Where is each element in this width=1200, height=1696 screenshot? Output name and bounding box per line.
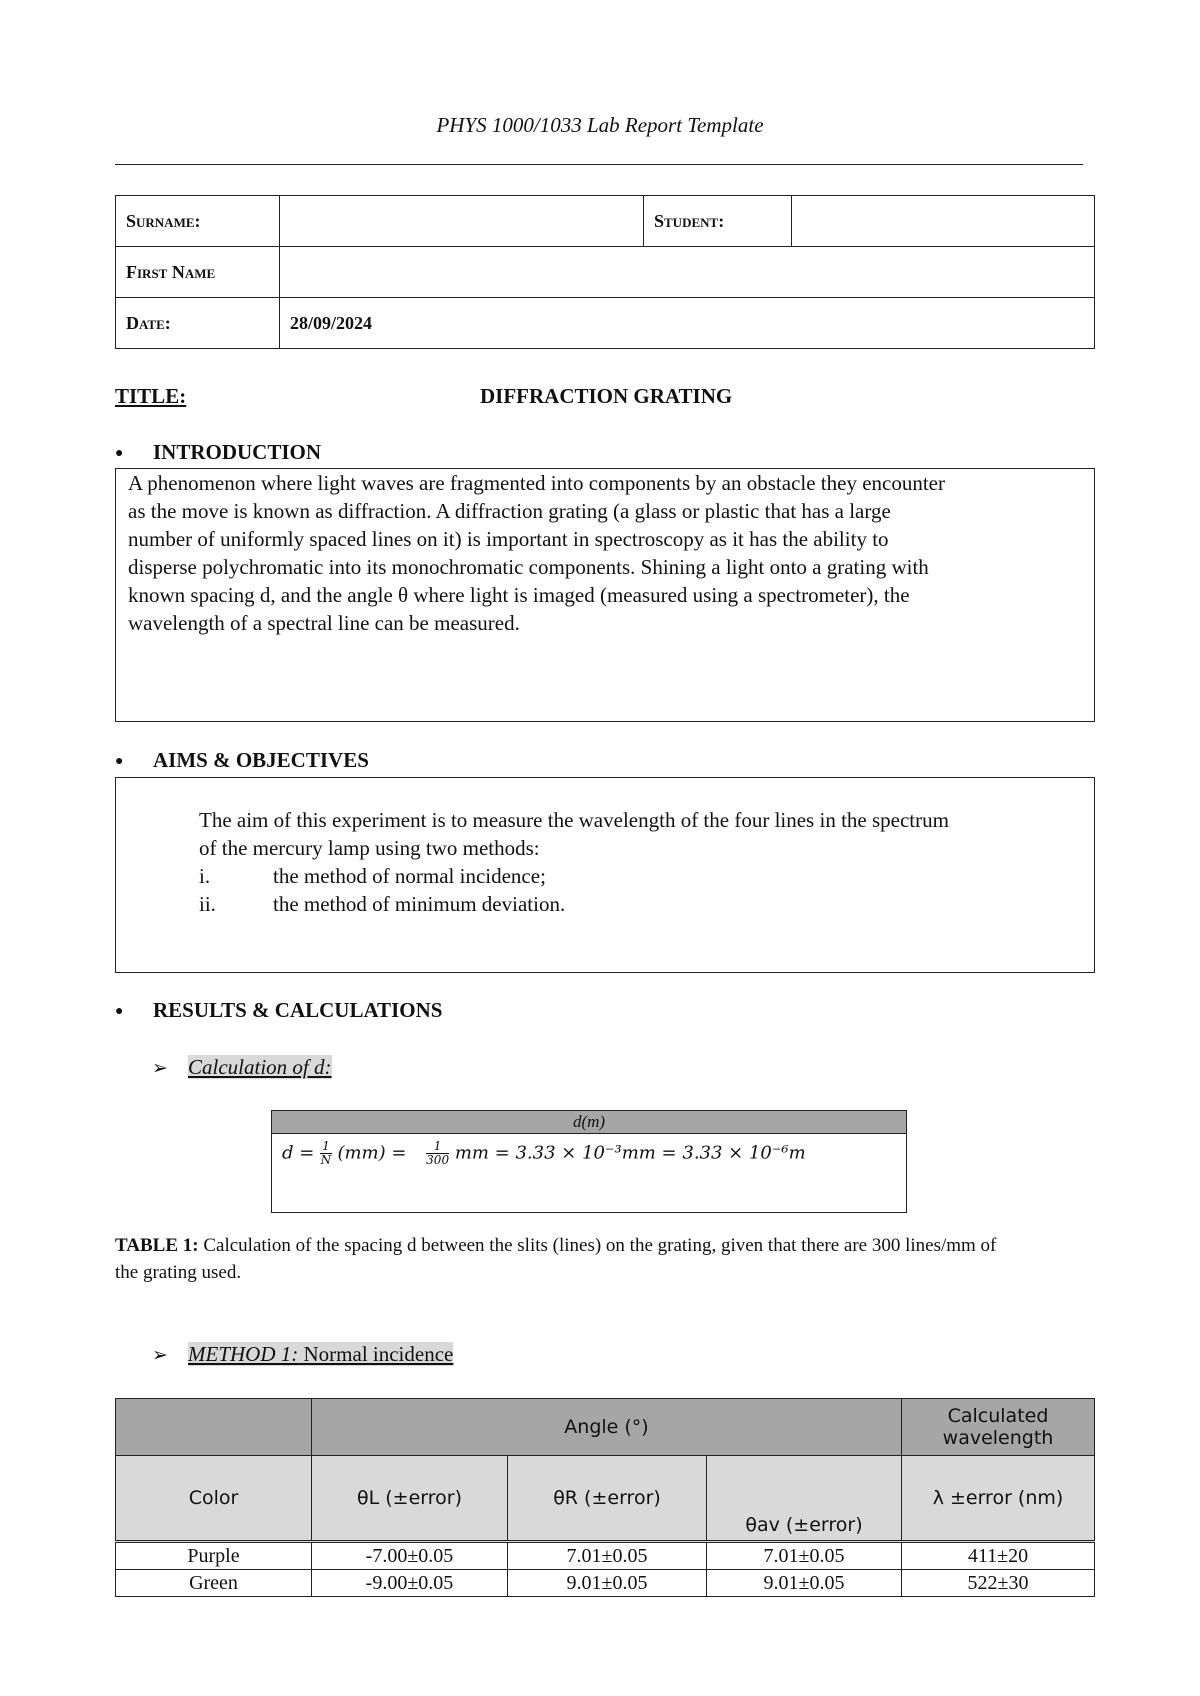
aims-list-item: i. the method of normal incidence; (199, 864, 546, 888)
aims-heading: ● AIMS & OBJECTIVES (115, 748, 369, 772)
intro-line: A phenomenon where light waves are fragmented into components by an obstacle they encounter (128, 471, 945, 495)
d-calculation-table (271, 1110, 907, 1213)
first-name-field[interactable] (280, 247, 1095, 298)
first-name-label: First Name (116, 247, 280, 298)
empty-header-cell (116, 1399, 312, 1456)
intro-line: number of uniformly spaced lines on it) is important in spectroscopy as it has the ability to (128, 527, 889, 551)
bullet-icon: ● (115, 1004, 124, 1020)
d-equation: d = $\frac{1}{N}$ (mm) = $\frac{1}{300}$ mm = 3.33 × 10⁻³mm = 3.33 × 10⁻⁶m (272, 1134, 907, 1213)
header-divider (115, 164, 1083, 165)
student-info-table (115, 195, 1095, 349)
aims-line: of the mercury lamp using two methods: (199, 836, 540, 860)
col-theta-l: θL (±error) (312, 1456, 508, 1542)
student-field[interactable] (792, 196, 1095, 247)
bullet-icon: ● (115, 446, 124, 462)
col-theta-av: θav (±error) (707, 1456, 902, 1542)
aims-box[interactable] (115, 777, 1095, 973)
calc-d-heading: ➢ Calculation of d: (152, 1055, 332, 1079)
title-label: TITLE: (115, 384, 187, 408)
fraction-1-over-300: $\frac{1}{300}$ (426, 1139, 450, 1167)
col-color: Color (116, 1456, 312, 1542)
date-field[interactable]: 28/09/2024 (280, 298, 1095, 349)
fraction-1-over-n: $\frac{1}{N}$ (320, 1139, 332, 1167)
table-row: Green -9.00±0.05 9.01±0.05 9.01±0.05 522±30 (116, 1570, 1095, 1597)
arrow-bullet-icon: ➢ (152, 1345, 168, 1366)
method1-table (115, 1398, 1095, 1597)
d-table-header: d(m) (272, 1111, 907, 1134)
table1-caption: TABLE 1: Calculation of the spacing d between the slits (lines) on the grating, given that there are 300 lines/mm of the grating used. (115, 1235, 997, 1283)
wavelength-header: Calculated wavelength (902, 1399, 1095, 1456)
table-row: Purple -7.00±0.05 7.01±0.05 7.01±0.05 411±20 (116, 1542, 1095, 1570)
date-label: Date: (116, 298, 280, 349)
angle-header: Angle (°) (312, 1399, 902, 1456)
page-header-title: PHYS 1000/1033 Lab Report Template (436, 113, 764, 137)
aims-line: The aim of this experiment is to measure the wavelength of the four lines in the spectrum (199, 808, 949, 832)
intro-line: known spacing d, and the angle θ where light is imaged (measured using a spectrometer), the (128, 583, 910, 607)
introduction-box[interactable] (115, 468, 1095, 722)
intro-line: wavelength of a spectral line can be measured. (128, 611, 520, 635)
surname-field[interactable] (280, 196, 644, 247)
intro-line: disperse polychromatic into its monochromatic components. Shining a light onto a grating with (128, 555, 929, 579)
bullet-icon: ● (115, 754, 124, 770)
aims-list-item: ii. the method of minimum deviation. (199, 892, 566, 916)
introduction-heading: ● INTRODUCTION (115, 440, 322, 464)
col-theta-r: θR (±error) (508, 1456, 707, 1542)
col-lambda: λ ±error (nm) (902, 1456, 1095, 1542)
method1-heading: ➢ METHOD 1: Normal incidence (152, 1342, 454, 1366)
arrow-bullet-icon: ➢ (152, 1058, 168, 1079)
student-label: Student: (644, 196, 792, 247)
intro-line: as the move is known as diffraction. A diffraction grating (a glass or plastic that has a large (128, 499, 891, 523)
surname-label: Surname: (116, 196, 280, 247)
report-title: DIFFRACTION GRATING (480, 384, 733, 408)
results-heading: ● RESULTS & CALCULATIONS (115, 998, 443, 1022)
